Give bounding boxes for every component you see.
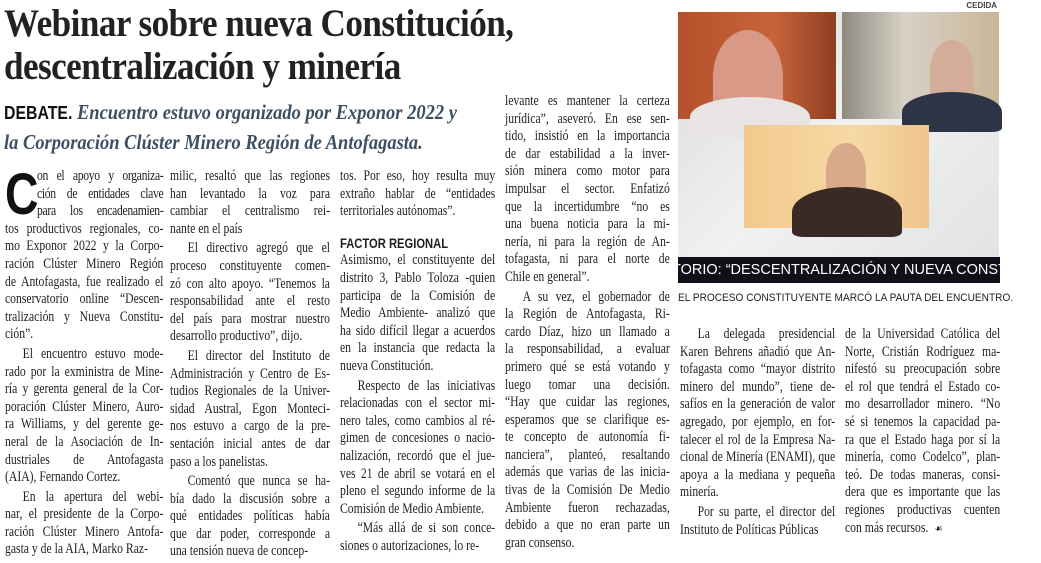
text-line: conservatorio online “Descen- (5, 291, 164, 308)
text-line: ha sido difícil llegar a acuerdos (340, 322, 496, 339)
text-line: nero tales, como cambios al ré- (340, 412, 496, 429)
text-line: primero qué se está votando y (505, 358, 670, 375)
subhead-tag: DEBATE. (4, 103, 73, 123)
text-line: ra Williams, y del gerente ge- (5, 416, 164, 433)
text-line: tivas de la Comisión De Medio (505, 482, 670, 499)
text-line: Medio Ambiente- analizó que (340, 305, 496, 322)
text-line: cambiar el centralismo rei- (170, 203, 330, 220)
text-line: dustriales de Antofagasta (5, 451, 164, 468)
article-column-3 (340, 168, 495, 557)
person-figure (930, 40, 974, 100)
text-line: qué entidades políticas había (170, 508, 330, 525)
text-line: La delegada presidencial (697, 326, 836, 342)
text-line: de Antofagasta, fue realizado el (5, 273, 164, 290)
video-tile-panelist (842, 12, 999, 119)
text-line: nifestó su preocupación sobre (845, 361, 1001, 378)
text-line: bía dado la discusión sobre a (170, 490, 330, 507)
text-line: ría y gerenta general de la Cor- (5, 381, 164, 398)
text-line: tralización y Nueva Constitu- (5, 308, 164, 325)
text-line: Chile en general”. (505, 268, 590, 285)
text-line: te concepto de autonomía fi- (505, 429, 670, 446)
text-line: safíos en la generación de valor (680, 396, 836, 413)
text-line: el rol que tendrá el Estado co- (845, 378, 1001, 395)
text-line: poración Clúster Minero, Auro- (5, 398, 164, 415)
text-line: tido, insistió en la importancia (505, 128, 670, 145)
text-line: levante es mantener la certeza (505, 93, 670, 109)
paragraph (505, 93, 670, 287)
text-line: sión minera como motor para (505, 163, 670, 180)
webinar-banner: TORIO: “DESCENTRALIZACIÓN Y NUEVA CONSTITUC (678, 257, 1000, 283)
text-line: esperamos que se clarifique es- (505, 411, 670, 428)
text-line: Ambiente fueron rechazadas, (505, 499, 670, 516)
text-line: en la instancia que redacta la (340, 340, 496, 357)
paragraph (505, 289, 670, 553)
text-line: Karen Behrens añadió que An- (680, 343, 836, 360)
text-line: gasta y de la AIA, Marko Raz- (5, 541, 148, 558)
text-line: El director del Instituto de (187, 347, 330, 364)
paragraph (340, 378, 495, 519)
text-line: ración Clúster Minero Antofa- (5, 523, 164, 540)
text-line: nanciera”, planteó, resaltando (505, 446, 670, 463)
paragraph (845, 326, 1000, 537)
text-line: En la apertura del webi- (22, 488, 164, 505)
text-line: para los encadenamien- (37, 203, 164, 220)
end-of-article-icon: ☙ (934, 521, 943, 535)
text-line: relacionadas con el sector mi- (340, 395, 496, 412)
paragraph (680, 504, 835, 539)
text-line: “Más allá de si son conce- (357, 520, 496, 537)
text-line: debido a que no eran parte un (505, 517, 670, 534)
video-tile-moderator (678, 12, 836, 119)
paragraph (170, 348, 330, 471)
text-line: Respecto de las iniciativas (357, 377, 496, 394)
text-line: responsabilidad ante el resto (170, 293, 330, 310)
text-line: proceso constituyente comen- (170, 257, 330, 274)
text-line: tofagasta como “mayor distrito (680, 361, 836, 378)
text-line: milic, resaltó que las regiones (170, 168, 330, 184)
text-line: nalización, recordó que el jue- (340, 447, 496, 464)
text-line: neral de la Asociación de In- (5, 433, 164, 450)
paragraph (340, 252, 495, 375)
text-line: Comisión de Medio Ambiente. (340, 500, 484, 517)
paragraph (5, 162, 164, 344)
text-line: sidad Austral, Egon Monteci- (170, 400, 330, 417)
text-line: El encuentro estuvo mode- (22, 345, 164, 362)
subhead-line-2: la Corporación Clúster Minero Región de Antofagasta. (4, 130, 423, 154)
video-tile-speaker (744, 125, 929, 228)
text-line: Administración y Centro de Es- (170, 365, 330, 382)
text-line: sentación inicial antes de dar (170, 435, 330, 452)
text-line: Comentó que nunca se ha- (187, 473, 330, 490)
photo-credit: CEDIDA (966, 1, 997, 10)
text-line: A su vez, el gobernador de (522, 288, 670, 305)
text-line: minería. (680, 484, 719, 501)
text-line: luego tomar una decisión. (505, 376, 670, 393)
text-line: paso a los panelistas. (170, 453, 268, 470)
text-line: nante en el país (170, 220, 243, 237)
headline-line-1: Webinar sobre nueva Constitución, (4, 2, 514, 45)
text-line: tos productivos regionales, co- (5, 220, 164, 237)
person-figure (792, 187, 902, 237)
text-line: la Región de Antofagasta, Ri- (505, 306, 670, 323)
text-line: nar, el presidente de la Corpo- (5, 506, 164, 523)
text-line: gran consenso. (505, 534, 575, 551)
text-line-content: con más recursos. (845, 519, 929, 536)
text-line: extraño hablar de “entidades (340, 185, 496, 202)
text-line: que la incertidumbre “no es (505, 198, 670, 215)
paragraph (170, 473, 330, 561)
drop-cap: C (5, 162, 39, 227)
text-line (845, 520, 1000, 538)
text-line: “Hay que cuidar las regiones, (505, 394, 670, 411)
text-line: tos. Por eso, hoy resulta muy (340, 168, 496, 184)
text-line: talecer el rol de la Empresa Na- (680, 431, 836, 448)
text-line: agregado, por ejemplo, en for- (680, 413, 836, 430)
text-line: ción de entidades clave (37, 185, 164, 202)
text-line: pleno el segundo informe de la (340, 483, 496, 500)
text-line: mo desarrollador minero. “No (845, 396, 1001, 413)
text-line: participa de la Comisión de (340, 287, 496, 304)
text-line: territoriales autónomas”. (340, 203, 456, 220)
text-line: El directivo agregó que el (187, 240, 330, 257)
text-line: minería, como Codelco”, plan- (845, 449, 1001, 466)
article-column-1 (5, 162, 164, 561)
text-line: del país para mostrar nuestro (170, 310, 330, 327)
text-line: rado por la exministra de Mine- (5, 363, 164, 380)
subhead (4, 98, 497, 157)
text-line: tofagasta, ni para el norte de (505, 251, 670, 268)
text-line: (AIA), Fernando Cortez. (5, 469, 121, 486)
text-line: on el apoyo y organiza- (37, 168, 164, 184)
article-column-6 (845, 326, 1000, 539)
text-line: desarrollo productivo”, dijo. (170, 328, 303, 345)
text-line: nos estuvo a cargo de la pre- (170, 418, 330, 435)
text-line: apoya a la mediana y pequeña (680, 466, 836, 483)
text-line: ción”. (5, 326, 34, 343)
text-line: cardo Díaz, hizo un llamado a (505, 323, 670, 340)
text-line: gimen de concesiones o nacio- (340, 430, 496, 447)
photo-caption: EL PROCESO CONSTITUYENTE MARCÓ LA PAUTA DEL ENCUENTRO. (678, 292, 1014, 304)
text-line: siones o autorizaciones, lo re- (340, 537, 480, 554)
text-line: de la Universidad Católica del (845, 326, 1001, 342)
text-line: regiones productivas cuenten (845, 501, 1001, 518)
text-line: Norte, Cristián Rodríguez ma- (845, 343, 1001, 360)
text-line: han levantado la voz para (170, 185, 330, 202)
section-heading: FACTOR REGIONAL (340, 234, 449, 251)
text-line: que dar poder, corresponde a (170, 525, 330, 542)
webinar-photo (678, 12, 999, 257)
text-line: mo Exponor 2022 y la Corpo- (5, 238, 164, 255)
text-line: sé si tenemos la capacidad pa- (845, 413, 1001, 430)
paragraph (5, 489, 163, 559)
text-line: la responsabilidad, a evaluar (505, 341, 670, 358)
text-line: cional de Minería (ENAMI), que (680, 449, 836, 466)
text-line: tudios Regionales de la Univer- (170, 383, 330, 400)
paragraph (170, 168, 330, 238)
text-line: distrito 3, Pablo Toloza -quien (340, 269, 496, 286)
text-line: zó con alto apoyo. “Tenemos la (170, 275, 330, 292)
text-line: dera que es importante que las (845, 484, 1001, 501)
text-line: nueva Constitución. (340, 357, 434, 374)
text-line: Por su parte, el director del (697, 503, 836, 520)
paragraph (340, 168, 495, 221)
paragraph (340, 520, 495, 555)
text-line: jurídica”, aseveró. En ese sen- (505, 110, 670, 127)
text-line: nería, ni para la región de An- (505, 233, 670, 250)
text-line: minero del mundo”, tiene de- (680, 378, 836, 395)
text-line: una tensión nueva de concep- (170, 543, 309, 560)
paragraph (5, 346, 163, 487)
text-line: ra que el Estado haga por sí la (845, 431, 1001, 448)
headline (4, 2, 562, 88)
article-column-2 (170, 168, 330, 563)
text-line: impulsar el sector. Enfatizó (505, 180, 670, 197)
text-line: además que varias de las inicia- (505, 464, 670, 481)
subhead-line-1: Encuentro estuvo organizado por Exponor 2022 y (76, 100, 457, 124)
text-line: ves 21 de abril se votará en el (340, 465, 496, 482)
article-column-4 (505, 93, 670, 554)
text-line: Instituto de Políticas Públicas (680, 521, 819, 538)
headline-line-2: descentralización y minería (4, 45, 401, 88)
text-line: de dar estabilidad a la inver- (505, 145, 670, 162)
text-line: teó. De todas maneras, consi- (845, 466, 1001, 483)
text-line: ración Clúster Minero Región (5, 255, 164, 272)
paragraph (680, 326, 835, 502)
paragraph (170, 240, 330, 346)
article-column-5 (680, 326, 835, 541)
text-line: una buena noticia para la mi- (505, 216, 670, 233)
text-line: Asimismo, el constituyente del (340, 252, 496, 269)
